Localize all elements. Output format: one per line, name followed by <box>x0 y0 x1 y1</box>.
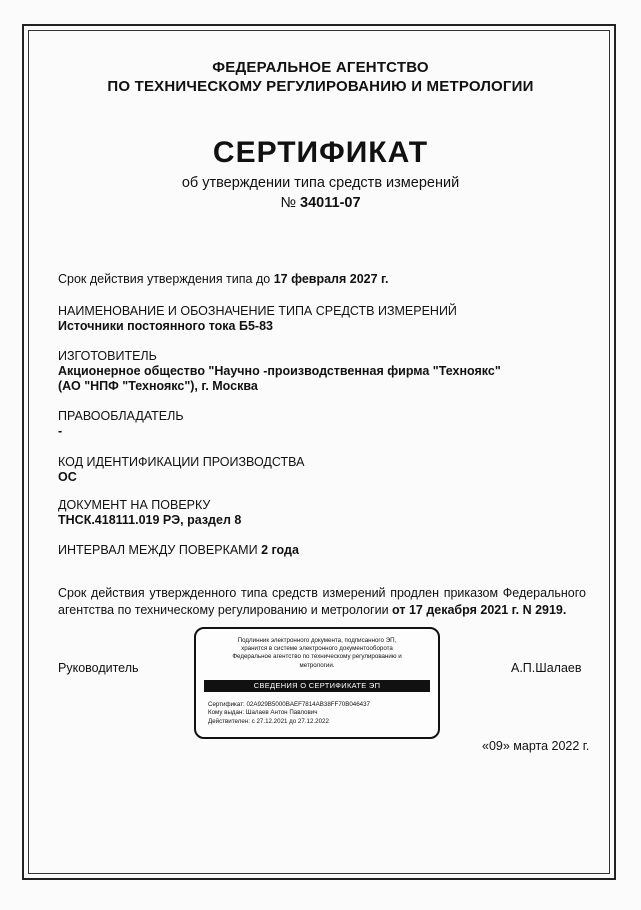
stamp-valid: Действителен: с 27.12.2021 до 27.12.2022 <box>208 717 329 725</box>
name-value: Источники постоянного тока Б5-83 <box>58 319 273 333</box>
certificate-subtitle: об утверждении типа средств измерений <box>181 175 460 191</box>
manufacturer-value-1: Акционерное общество "Научно -производственная фирма "Техноякс" <box>58 364 501 378</box>
stamp-info <box>208 701 370 726</box>
interval-label: ИНТЕРВАЛ МЕЖДУ ПОВЕРКАМИ <box>58 543 258 557</box>
agency-line-1: ФЕДЕРАЛЬНОЕ АГЕНТСТВО <box>212 59 429 76</box>
verification-doc-value: ТНСК.418111.019 РЭ, раздел 8 <box>58 513 242 527</box>
extension-text: Срок действия утвержденного типа средств измерений продлен приказом Федерального агентства по техническому регулированию и метрологии <box>58 586 586 617</box>
validity-line <box>58 271 388 287</box>
electronic-signature-stamp <box>194 627 440 739</box>
rights-holder-value: - <box>58 424 63 438</box>
stamp-bar: СВЕДЕНИЯ О СЕРТИФИКАТЕ ЭП <box>204 680 430 692</box>
stamp-line-1: Подлинник электронного документа, подписанного ЭП, <box>237 637 397 644</box>
stamp-issued-to: Кому выдан: Шалаев Антон Павлович <box>208 709 318 717</box>
interval-value: 2 года <box>261 543 299 557</box>
extension-paragraph <box>58 585 586 619</box>
stamp-header <box>196 637 438 670</box>
date-rest: марта 2022 г. <box>513 739 590 753</box>
certificate-number <box>0 195 641 211</box>
number-value: 34011-07 <box>300 195 361 211</box>
verification-doc-label: ДОКУМЕНТ НА ПОВЕРКУ <box>58 498 211 512</box>
manufacturer-value-2: (АО "НПФ "Техноякс"), г. Москва <box>58 379 258 393</box>
validity-label: Срок действия утверждения типа до <box>58 272 271 286</box>
stamp-line-2: хранится в системе электронного документооборота <box>241 645 393 653</box>
rights-holder-label: ПРАВООБЛАДАТЕЛЬ <box>58 409 184 423</box>
stamp-certificate: Сертификат: 02A929B5000BAEF7814AB38FF70B046437 <box>208 701 370 708</box>
extension-order: от 17 декабря 2021 г. N 2919. <box>392 603 567 617</box>
stamp-line-4: метрологии. <box>299 661 335 669</box>
signer-role: Руководитель <box>58 661 139 675</box>
production-code-label: КОД ИДЕНТИФИКАЦИИ ПРОИЗВОДСТВА <box>58 455 305 469</box>
validity-value: 17 февраля 2027 г. <box>273 272 389 286</box>
production-code-value: ОС <box>58 470 77 484</box>
certificate-title: СЕРТИФИКАТ <box>212 136 429 169</box>
agency-line-2: ПО ТЕХНИЧЕСКОМУ РЕГУЛИРОВАНИЮ И МЕТРОЛОГИИ <box>107 78 534 95</box>
stamp-line-3: Федеральное агентство по техническому регулированию и <box>232 653 402 661</box>
issue-date <box>482 739 589 753</box>
manufacturer-label: ИЗГОТОВИТЕЛЬ <box>58 349 157 363</box>
number-prefix: № <box>280 195 297 211</box>
date-day: «09» <box>482 739 510 753</box>
name-label: НАИМЕНОВАНИЕ И ОБОЗНАЧЕНИЕ ТИПА СРЕДСТВ ИЗМЕРЕНИЙ <box>58 304 457 318</box>
signer-name: А.П.Шалаев <box>511 661 582 675</box>
interval-line <box>58 542 299 558</box>
